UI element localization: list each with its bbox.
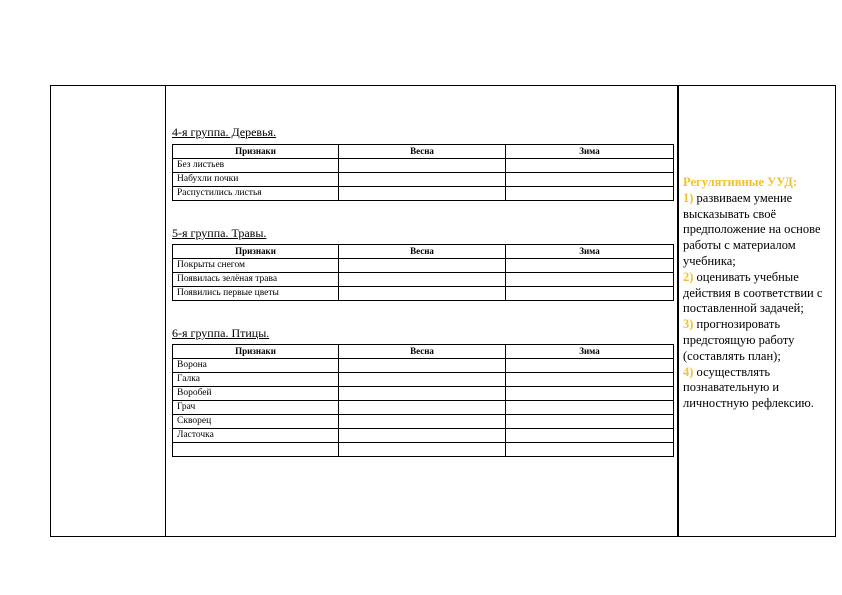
table-row — [173, 259, 674, 273]
table-header-row — [173, 345, 674, 359]
uud-item-text: прогнозировать предстоящую работу (составлять план); — [683, 317, 795, 363]
table-row — [173, 415, 674, 429]
column-header: Весна — [339, 145, 506, 159]
table-row — [173, 287, 674, 301]
column-header: Весна — [339, 245, 506, 259]
row-label: Набухли почки — [173, 173, 339, 187]
uud-item-number: 1) — [683, 190, 694, 205]
uud-item-number: 4) — [683, 364, 694, 379]
uud-item-text: развиваем умение высказывать своё предположение на основе работы с материалом учебника; — [683, 190, 821, 268]
table-row — [173, 359, 674, 373]
row-label: Галка — [173, 373, 339, 387]
row-label: Появилась зелёная трава — [173, 273, 339, 287]
uud-item-number: 3) — [683, 317, 694, 332]
table-row — [173, 159, 674, 173]
table-row — [173, 187, 674, 201]
uud-item-text: осуществлять познавательную и личностную рефлексию. — [683, 364, 814, 411]
group-title: 4-я группа. Деревья. — [172, 125, 277, 139]
column-header: Признаки — [173, 345, 339, 359]
column-header: Признаки — [173, 145, 339, 159]
row-label: Ворона — [173, 359, 339, 373]
group-title: 5-я группа. Травы. — [172, 226, 267, 240]
uud-item-number: 2) — [683, 269, 694, 284]
column-header: Зима — [506, 245, 674, 259]
observation-table — [172, 244, 674, 301]
column-divider — [677, 85, 679, 537]
column-header: Весна — [339, 345, 506, 359]
uud-item — [683, 365, 833, 412]
table-row — [173, 173, 674, 187]
row-label: Воробей — [173, 387, 339, 401]
table-row — [173, 429, 674, 443]
column-header: Зима — [506, 345, 674, 359]
table-row — [173, 387, 674, 401]
row-label: Грач — [173, 401, 339, 415]
table-row — [173, 273, 674, 287]
observation-table — [172, 144, 674, 201]
uud-block — [683, 175, 833, 412]
row-label: Распустились листья — [173, 187, 339, 201]
column-header: Зима — [506, 145, 674, 159]
uud-title: Регулятивные УУД: — [683, 175, 797, 189]
uud-item — [683, 317, 833, 364]
row-label — [173, 443, 339, 457]
row-label: Без листьев — [173, 159, 339, 173]
column-header: Признаки — [173, 245, 339, 259]
table-header-row — [173, 245, 674, 259]
group-title: 6-я группа. Птицы. — [172, 326, 270, 340]
uud-item-text: оценивать учебные действия в соответствии с поставленной задачей; — [683, 269, 823, 316]
row-label: Появились первые цветы — [173, 287, 339, 301]
row-label: Скворец — [173, 415, 339, 429]
observation-table — [172, 344, 674, 457]
table-row — [173, 373, 674, 387]
table-header-row — [173, 145, 674, 159]
table-row — [173, 443, 674, 457]
table-row — [173, 401, 674, 415]
uud-item — [683, 270, 833, 317]
row-label: Покрыты снегом — [173, 259, 339, 273]
uud-item — [683, 191, 833, 270]
column-divider — [165, 85, 166, 537]
row-label: Ласточка — [173, 429, 339, 443]
